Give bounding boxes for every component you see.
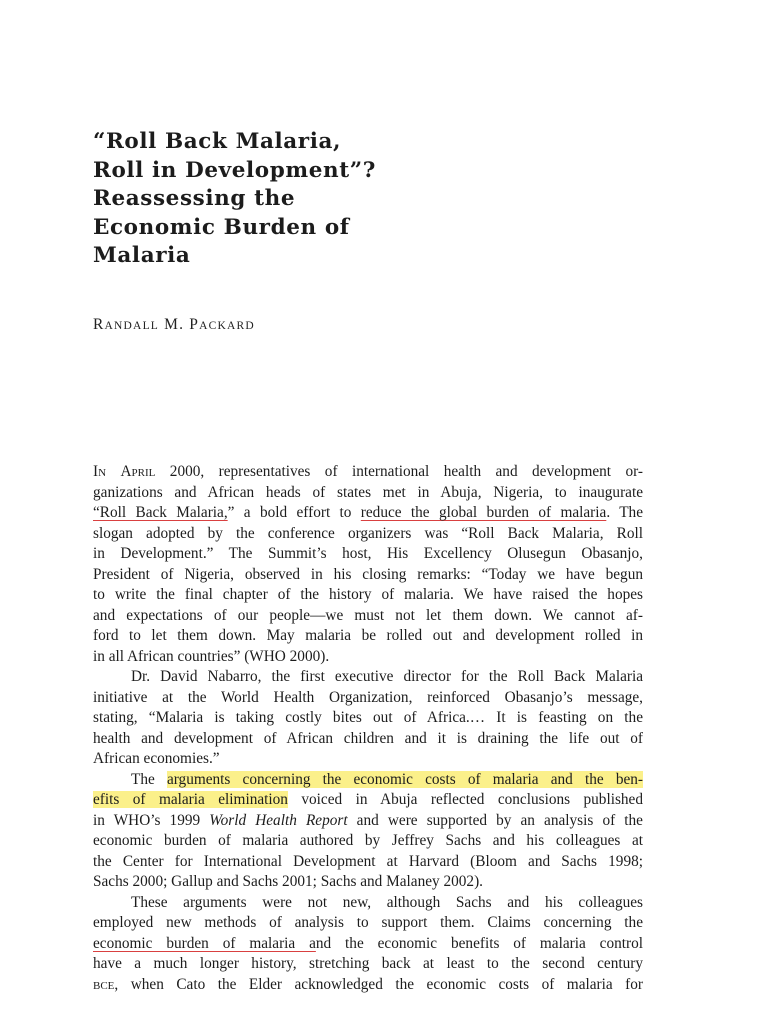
p3-line-5: the Center for International Development at Harvard (Bloom and Sachs 1998; [93, 852, 643, 870]
author-name [93, 316, 255, 334]
economic-burden-link[interactable]: economic burden of malaria a [93, 934, 316, 952]
p3-line-1: The arguments concerning the economic costs of malaria and the ben- [131, 770, 643, 788]
p4-line-1: These arguments were not new, although Sachs and his colleagues [131, 893, 643, 911]
p1-line-2: ganizations and African heads of states met in Abuja, Nigeria, to inaugurate [93, 483, 643, 501]
paragraph-2 [93, 667, 643, 770]
p2-line-4: health and development of African children and it is draining the life out of [93, 729, 643, 747]
title-line-2: Roll in Development”? [93, 157, 376, 183]
roll-back-malaria-link[interactable]: “Roll Back Malaria, [93, 504, 228, 521]
author-first-initial: R [93, 316, 105, 333]
paragraph-3 [93, 770, 643, 893]
p1-line-9: ford to let them down. May malaria be rolled out and development rolled in [93, 627, 643, 644]
p1-line-1: In April 2000, representatives of international health and development or- [93, 463, 643, 480]
highlight-arguments[interactable]: arguments concerning the economic costs of malaria and the ben- [166, 770, 643, 788]
lead-in: In April [93, 463, 156, 480]
p4-line-3: economic burden of malaria and the economic benefits of malaria control [93, 934, 643, 952]
report-title: World Health Report [209, 811, 348, 829]
p1-line-6: President of Nigeria, observed in his closing remarks: “Today we have begun [93, 565, 643, 583]
p3-line-3: in WHO’s 1999 World Health Report and were supported by an analysis of the [93, 811, 643, 829]
p2-line-5: African economies.” [93, 750, 220, 767]
p3-line-4: economic burden of malaria authored by Jeffrey Sachs and his colleagues at [93, 832, 643, 849]
article-title [93, 128, 693, 271]
bce-abbrev: bce [93, 975, 115, 993]
p1-line-10: in all African countries” (WHO 2000). [93, 647, 330, 665]
p1-line-5: in Development.” The Summit’s host, His Excellency Olusegun Obasanjo, [93, 545, 643, 562]
article-body [93, 462, 643, 995]
author-first-rest: ANDALL [104, 320, 160, 332]
p1-line-3: “Roll Back Malaria,” a bold effort to reduce the global burden of malaria. The [93, 504, 643, 521]
global-burden-link[interactable]: reduce the global burden of malaria [360, 504, 607, 521]
title-line-4: Economic Burden of [93, 214, 350, 240]
p2-line-3: stating, “Malaria is taking costly bites out of Africa.… It is feasting on the [93, 709, 643, 726]
p4-line-5: bce, when Cato the Elder acknowledged the economic costs of malaria for [93, 975, 643, 993]
p2-line-2: initiative at the World Health Organization, reinforced Obasanjo’s message, [93, 688, 643, 706]
paragraph-1 [93, 462, 643, 667]
highlight-arguments-cont[interactable]: efits of malaria elimination [93, 791, 288, 808]
p1-line-4: slogan adopted by the conference organizers was “Roll Back Malaria, Roll [93, 524, 643, 542]
p1-line-8: and expectations of our people—we must not let them down. We cannot af- [93, 606, 643, 624]
author-last-initial: P [189, 316, 200, 333]
p3-line-2: efits of malaria elimination voiced in Abuja reflected conclusions published [93, 791, 643, 808]
title-line-1: “Roll Back Malaria, [93, 129, 342, 154]
p2-line-1: Dr. David Nabarro, the first executive director for the Roll Back Malaria [131, 668, 643, 685]
author-middle: M. [164, 316, 185, 333]
p4-line-2: employed new methods of analysis to support them. Claims concerning the [93, 914, 643, 931]
author-last-rest: ACKARD [199, 320, 255, 332]
p3-line-6: Sachs 2000; Gallup and Sachs 2001; Sachs and Malaney 2002). [93, 873, 484, 890]
title-line-5: Malaria [93, 243, 191, 268]
p4-line-4: have a much longer history, stretching back at least to the second century [93, 955, 643, 972]
title-line-3: Reassessing the [93, 186, 296, 211]
p1-line-7: to write the final chapter of the history of malaria. We have raised the hopes [93, 586, 643, 603]
paragraph-4 [93, 893, 643, 996]
